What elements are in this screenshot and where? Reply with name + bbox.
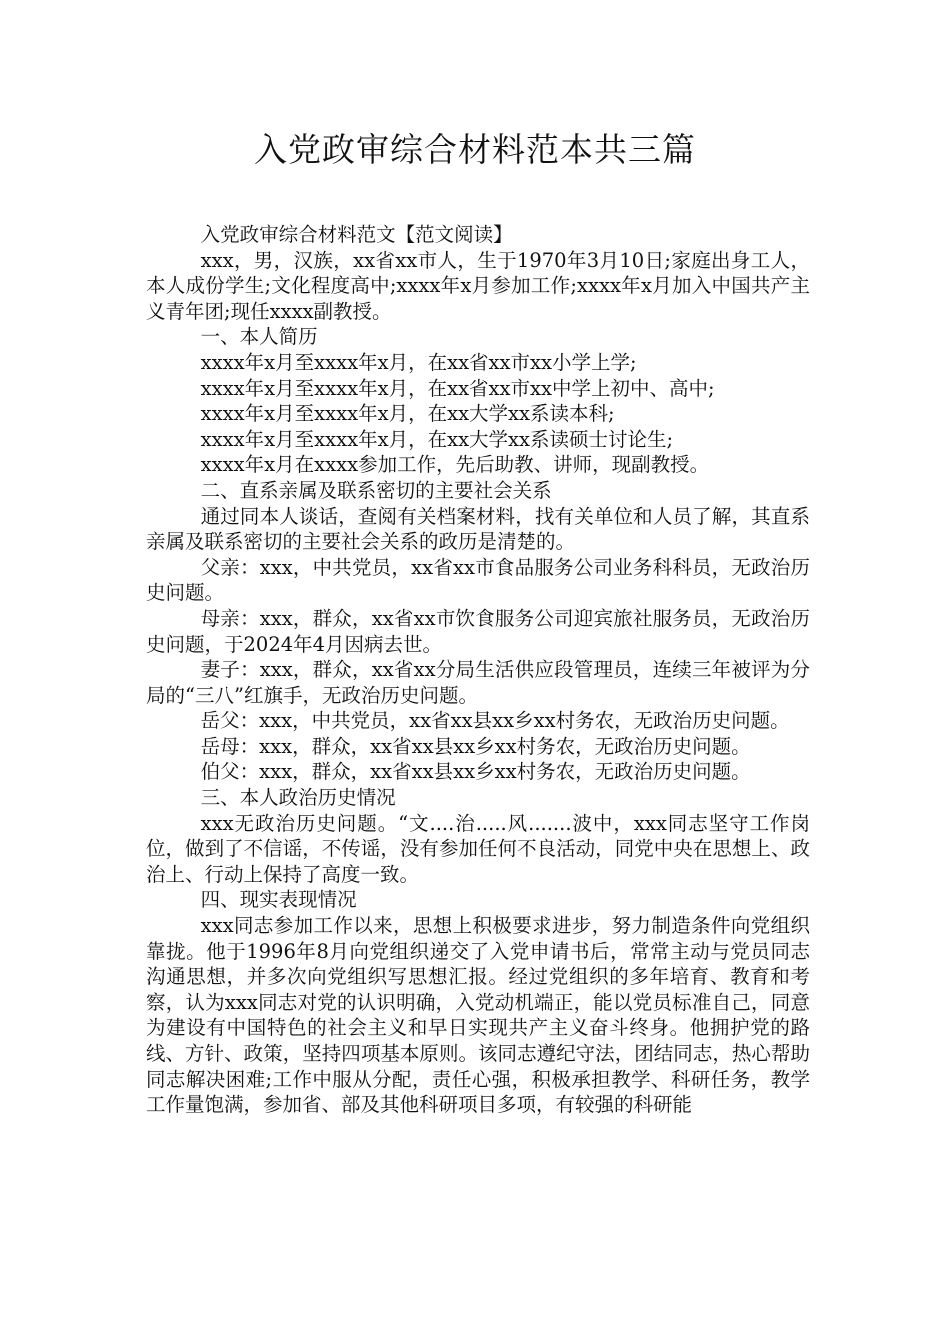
relative-item: 岳母：xxx，群众，xx省xx县xx乡xx村务农，无政治历史问题。 — [200, 734, 751, 758]
section-heading-political-history: 三、本人政治历史情况 — [200, 786, 396, 810]
relative-item: 母亲：xxx，群众，xx省xx市饮食服务公司迎宾旅社服务员，无政治历史问题，于2024年4月因病去世。 — [146, 606, 810, 656]
resume-item: xxxx年x月在xxxx参加工作，先后助教、讲师，现副教授。 — [200, 453, 710, 477]
paragraph-relatives-summary: 通过同本人谈话，查阅有关档案材料，找有关单位和人员了解，其直系亲属及联系密切的主要社会关系的政历是清楚的。 — [146, 504, 810, 554]
resume-item: xxxx年x月至xxxx年x月，在xx省xx市xx小学上学; — [200, 350, 637, 374]
relative-item: 伯父：xxx，群众，xx省xx县xx乡xx村务农，无政治历史问题。 — [200, 760, 751, 784]
relative-item: 岳父：xxx，中共党员，xx省xx县xx乡xx村务农，无政治历史问题。 — [200, 709, 790, 733]
resume-item: xxxx年x月至xxxx年x月，在xx大学xx系读硕士讨论生; — [200, 427, 674, 451]
section-heading-resume: 一、本人简历 — [200, 325, 318, 349]
paragraph-basic-info: xxx，男，汉族，xx省xx市人，生于1970年3月10日;家庭出身工人，本人成份学生;文化程度高中;xxxx年x月参加工作;xxxx年x月加入中国共产主义青年团;现任xxxx副教授。 — [146, 248, 810, 323]
document-title: 入党政审综合材料范本共三篇 — [254, 130, 696, 169]
resume-item: xxxx年x月至xxxx年x月，在xx省xx市xx中学上初中、高中; — [200, 376, 715, 400]
section-heading-performance: 四、现实表现情况 — [200, 888, 357, 912]
document-body — [146, 222, 810, 1118]
paragraph-political-history: xxx无政治历史问题。“文....治.....风.......波中，xxx同志坚守工作岗位，做到了不信谣，不传谣，没有参加任何不良活动，同党中央在思想上、政治上、行动上保持了高度一致。 — [146, 811, 810, 886]
relative-item: 妻子：xxx，群众，xx省xx分局生活供应段管理员，连续三年被评为分局的“三八”红旗手，无政治历史问题。 — [146, 658, 810, 707]
paragraph-performance: xxx同志参加工作以来，思想上积极要求进步，努力制造条件向党组织靠拢。他于1996年8月向党组织递交了入党申请书后，常常主动与党员同志沟通思想，并多次向党组织写思想汇报。经过党组织的多年培育、教育和考察，认为xxx同志对党的认识明确，入党动机端正，能以党员标准自己，同意为建设有中国特色的社会主义和早日实现共产主义奋斗终身。他拥护党的路线、方针、政策，坚持四项基本原则。该同志遵纪守法，团结同志，热心帮助同志解决困难;工作中服从分配，责任心强，积极承担教学、科研任务，教学工作量饱满，参加省、部及其他科研项目多项，有较强的科研能 — [146, 914, 810, 1117]
resume-item: xxxx年x月至xxxx年x月，在xx大学xx系读本科; — [200, 402, 615, 426]
relative-item: 父亲：xxx，中共党员，xx省xx市食品服务公司业务科科员，无政治历史问题。 — [146, 555, 810, 605]
paragraph-heading-sample: 入党政审综合材料范文【范文阅读】 — [200, 223, 513, 246]
section-heading-relatives: 二、直系亲属及联系密切的主要社会关系 — [200, 478, 552, 502]
